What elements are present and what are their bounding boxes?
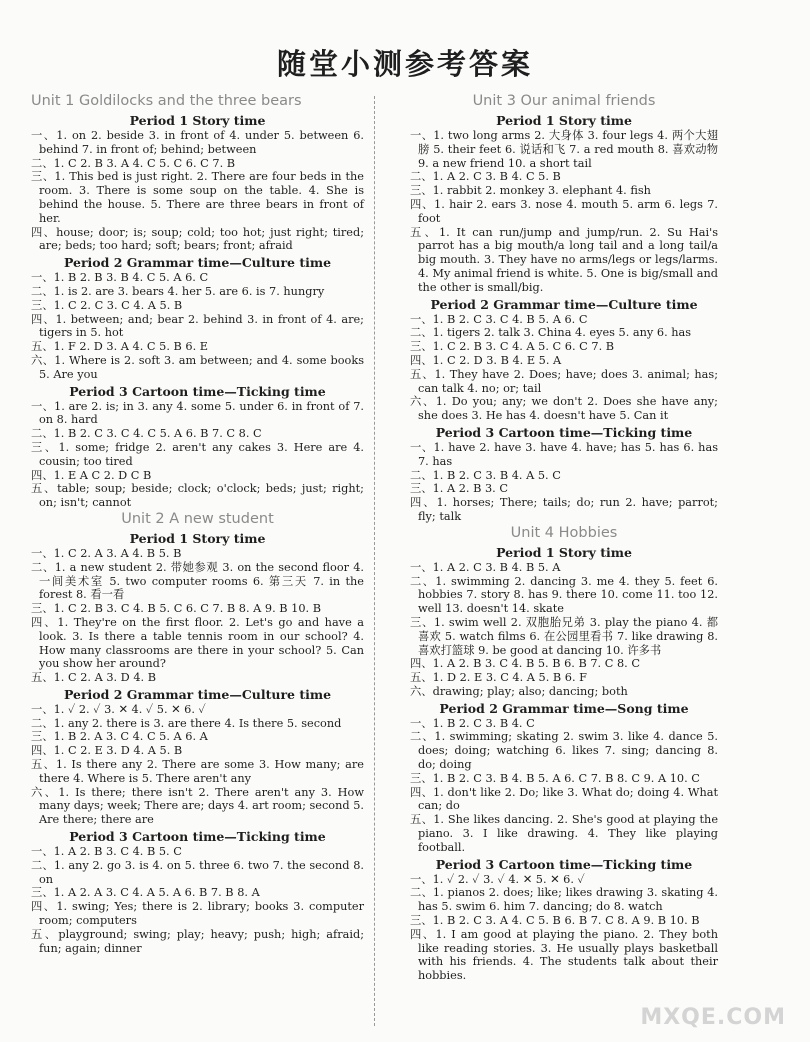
unit-heading: Unit 1 Goldilocks and the three bears [31,93,302,109]
answer-line: 一、1. A 2. C 3. B 4. B 5. A [410,560,561,574]
unit-heading: Unit 3 Our animal friends [472,93,656,109]
period-heading: Period 1 Story time [129,113,266,128]
answer-line: 四、1. E A C 2. D C B [31,468,152,482]
answer-line: 二、1. B 2. C 3. B 4. A 5. C [410,468,561,482]
answer-line: 五、1. C 2. A 3. D 4. B [31,671,157,685]
period-heading: Period 1 Story time [496,544,632,560]
answer-line: 四、1. hair 2. ears 3. nose 4. mouth 5. arm 6. legs 7. foot [410,197,718,225]
answer-line: 二、1. swimming 2. dancing 3. me 4. they 5. feet 6. hobbies 7. story 8. has 9. there 10. come 11. too 12. well 13. doesn't 14. skate [410,574,718,616]
period-heading: Period 1 Story time [129,530,266,546]
answer-line: 六、1. Do you; any; we don't 2. Does she have any; she does 3. He has 4. doesn't have 5. Can it [410,395,718,423]
period-heading: Period 2 Grammar time—Song time [439,700,689,716]
answer-line: 三、1. swim well 2. 双胞胎兄弟 3. play the piano 4. 都喜欢 5. watch films 6. 在公园里看书 7. like drawing 8. 喜欢打篮球 9. be good at dancing 10. 许多书 [410,615,718,657]
answer-line: 一、1. ✓ 2. ✓ 3. ✓ 4. ✕ 5. ✕ 6. ✓ [410,872,585,886]
answer-line: 一、1. C 2. A 3. A 4. B 5. B [31,546,182,560]
period-heading: Period 3 Cartoon time—Ticking time [69,383,326,399]
answer-line: 四、1. horses; There; tails; do; run 2. have; parrot; fly; talk [410,496,718,523]
period-heading: Period 2 Grammar time—Culture time [63,255,332,271]
answer-line: 四、1. I am good at playing the piano. 2. They both like reading stories. 3. He usually plays basketball with his friends. 4. The students talk about their hobbies. [410,927,718,983]
answer-line: 六、drawing; play; also; dancing; both [410,684,628,698]
answer-line: 四、1. They're on the first floor. 2. Let's go and have a look. 3. Is there a table tennis room in our school? 4. How many classrooms are there in your school? 5. Can you show her around? [31,615,364,671]
column-divider [374,96,375,1026]
answer-line: 五、table; soup; beside; clock; o'clock; beds; just; right; on; isn't; cannot [31,482,364,510]
answer-line: 三、1. some; fridge 2. aren't any cakes 3. Here are 4. cousin; too tired [31,440,364,468]
answer-line: 二、1. is 2. are 3. bears 4. her 5. are 6. is 7. hungry [31,284,325,298]
period-heading: Period 3 Cartoon time—Ticking time [435,424,693,440]
answer-line: 二、1. A 2. C 3. B 4. C 5. B [410,170,561,184]
answer-line: 五、1. D 2. E 3. C 4. A 5. B 6. F [410,671,588,685]
answer-line: 三、1. A 2. A 3. C 4. A 5. A 6. B 7. B 8. A [31,886,260,900]
left-answer-column [31,92,364,955]
answer-line: 三、1. C 2. C 3. C 4. A 5. B [31,298,183,312]
answer-line: 六、1. Where is 2. soft 3. am between; and 4. some books 5. Are you [31,353,364,381]
answer-line: 三、1. C 2. B 3. C 4. B 5. C 6. C 7. B 8. A 9. B 10. B [31,602,322,616]
answer-line: 二、1. pianos 2. does; like; likes drawing 3. skating 4. has 5. swim 6. him 7. dancing; do 8. watch [410,886,718,914]
answer-line: 一、1. A 2. B 3. C 4. B 5. C [31,845,182,859]
page-title: 随堂小测参考答案 [276,47,533,81]
answer-line: 三、1. rabbit 2. monkey 3. elephant 4. fish [410,184,651,198]
answer-line: 四、1. C 2. E 3. D 4. A 5. B [31,744,183,758]
answer-line: 四、1. between; and; bear 2. behind 3. in front of 4. are; tigers in 5. hot [31,312,364,340]
answer-line: 一、1. B 2. C 3. B 4. C [410,716,535,730]
answer-line: 一、1. on 2. beside 3. in front of 4. under 5. between 6. behind 7. in front of; behind; between [31,129,364,156]
answer-line: 五、1. Is there any 2. There are some 3. How many; are there 4. Where is 5. There aren't any [31,758,364,785]
answer-line: 三、1. B 2. A 3. C 4. C 5. A 6. A [31,730,208,744]
answer-line: 三、1. B 2. C 3. A 4. C 5. B 6. B 7. C 8. A 9. B 10. B [410,914,700,928]
period-heading: Period 2 Grammar time—Culture time [430,296,698,312]
period-heading: Period 3 Cartoon time—Ticking time [69,829,326,845]
answer-line: 二、1. any 2. there is 3. are there 4. Is there 5. second [31,716,342,730]
answer-line: 一、1. two long arms 2. 大身体 3. four legs 4. 两个大翅膀 5. their feet 6. 说话和飞 7. a red mouth 8. 喜欢动物 9. a new friend 10. a short tail [410,129,718,170]
unit-heading: Unit 4 Hobbies [510,524,618,541]
answer-line: 四、1. A 2. B 3. C 4. B 5. B 6. B 7. C 8. C [410,657,640,671]
period-heading: Period 3 Cartoon time—Ticking time [435,856,693,872]
answer-line: 四、house; door; is; soup; cold; too hot; just right; tired; are; beds; too hard; soft; bears; front; afraid [31,225,364,253]
answer-line: 五、playground; swing; play; heavy; push; high; afraid; fun; again; dinner [31,927,364,955]
answer-line: 二、1. B 2. C 3. C 4. C 5. A 6. B 7. C 8. C [31,427,262,441]
answer-line: 三、1. This bed is just right. 2. There are four beds in the room. 3. There is some soup on the table. 4. She is behind the house. 5. There are three bears in front of her. [31,170,364,225]
answer-line: 六、1. Is there; there isn't 2. There aren't any 3. How many days; week; There are; days 4. art room; second 5. Are there; there are [31,785,364,827]
answer-line: 四、1. C 2. D 3. B 4. E 5. A [410,353,562,367]
answer-line: 二、1. a new student 2. 带她参观 3. on the second floor 4. 一间美术室 5. two computer rooms 6. 第三天 7. in the forest 8. 看一看 [31,560,364,602]
answer-line: 四、1. swing; Yes; there is 2. library; books 3. computer room; computers [31,900,364,928]
answer-line: 三、1. A 2. B 3. C [410,482,508,496]
answer-line: 一、1. B 2. C 3. C 4. B 5. A 6. C [410,312,588,326]
answer-line: 一、1. ✓ 2. ✓ 3. ✕ 4. ✓ 5. ✕ 6. ✓ [31,702,206,716]
answer-line: 一、1. are 2. is; in 3. any 4. some 5. under 6. in front of 7. on 8. hard [31,399,364,427]
answer-line: 五、1. It can run/jump and jump/run. 2. Su Hai's parrot has a big mouth/a long tail and a long tail/a big mouth. 3. They have no arms/legs or legs/larms. 4. My animal friend is white. 5. One is big/small and the other is small/big. [410,225,718,294]
answer-line: 二、1. swimming; skating 2. swim 3. like 4. dance 5. does; doing; watching 6. likes 7. sing; dancing 8. do; doing [410,730,718,772]
answer-line: 三、1. C 2. B 3. C 4. A 5. C 6. C 7. B [410,340,615,354]
answer-line: 三、1. B 2. C 3. B 4. B 5. A 6. C 7. B 8. C 9. A 10. C [410,771,700,785]
answer-line: 四、1. don't like 2. Do; like 3. What do; doing 4. What can; do [410,785,718,813]
watermark: MXQE.COM [640,1005,786,1030]
answer-line: 二、1. C 2. B 3. A 4. C 5. C 6. C 7. B [31,156,236,170]
period-heading: Period 2 Grammar time—Culture time [63,686,332,702]
period-heading: Period 1 Story time [496,113,632,128]
answer-line: 五、1. F 2. D 3. A 4. C 5. B 6. E [31,340,209,354]
answer-line: 五、1. They have 2. Does; have; does 3. animal; has; can talk 4. no; or; tail [410,367,718,395]
right-answer-column [410,92,718,983]
answer-line: 一、1. B 2. B 3. B 4. C 5. A 6. C [31,271,209,285]
answer-line: 五、1. She likes dancing. 2. She's good at playing the piano. 3. I like drawing. 4. They like playing football. [410,813,718,854]
answer-line: 二、1. any 2. go 3. is 4. on 5. three 6. two 7. the second 8. on [31,858,364,886]
unit-heading: Unit 2 A new student [121,510,274,527]
answer-line: 二、1. tigers 2. talk 3. China 4. eyes 5. any 6. has [410,326,692,340]
answer-line: 一、1. have 2. have 3. have 4. have; has 5. has 6. has 7. has [410,440,718,468]
